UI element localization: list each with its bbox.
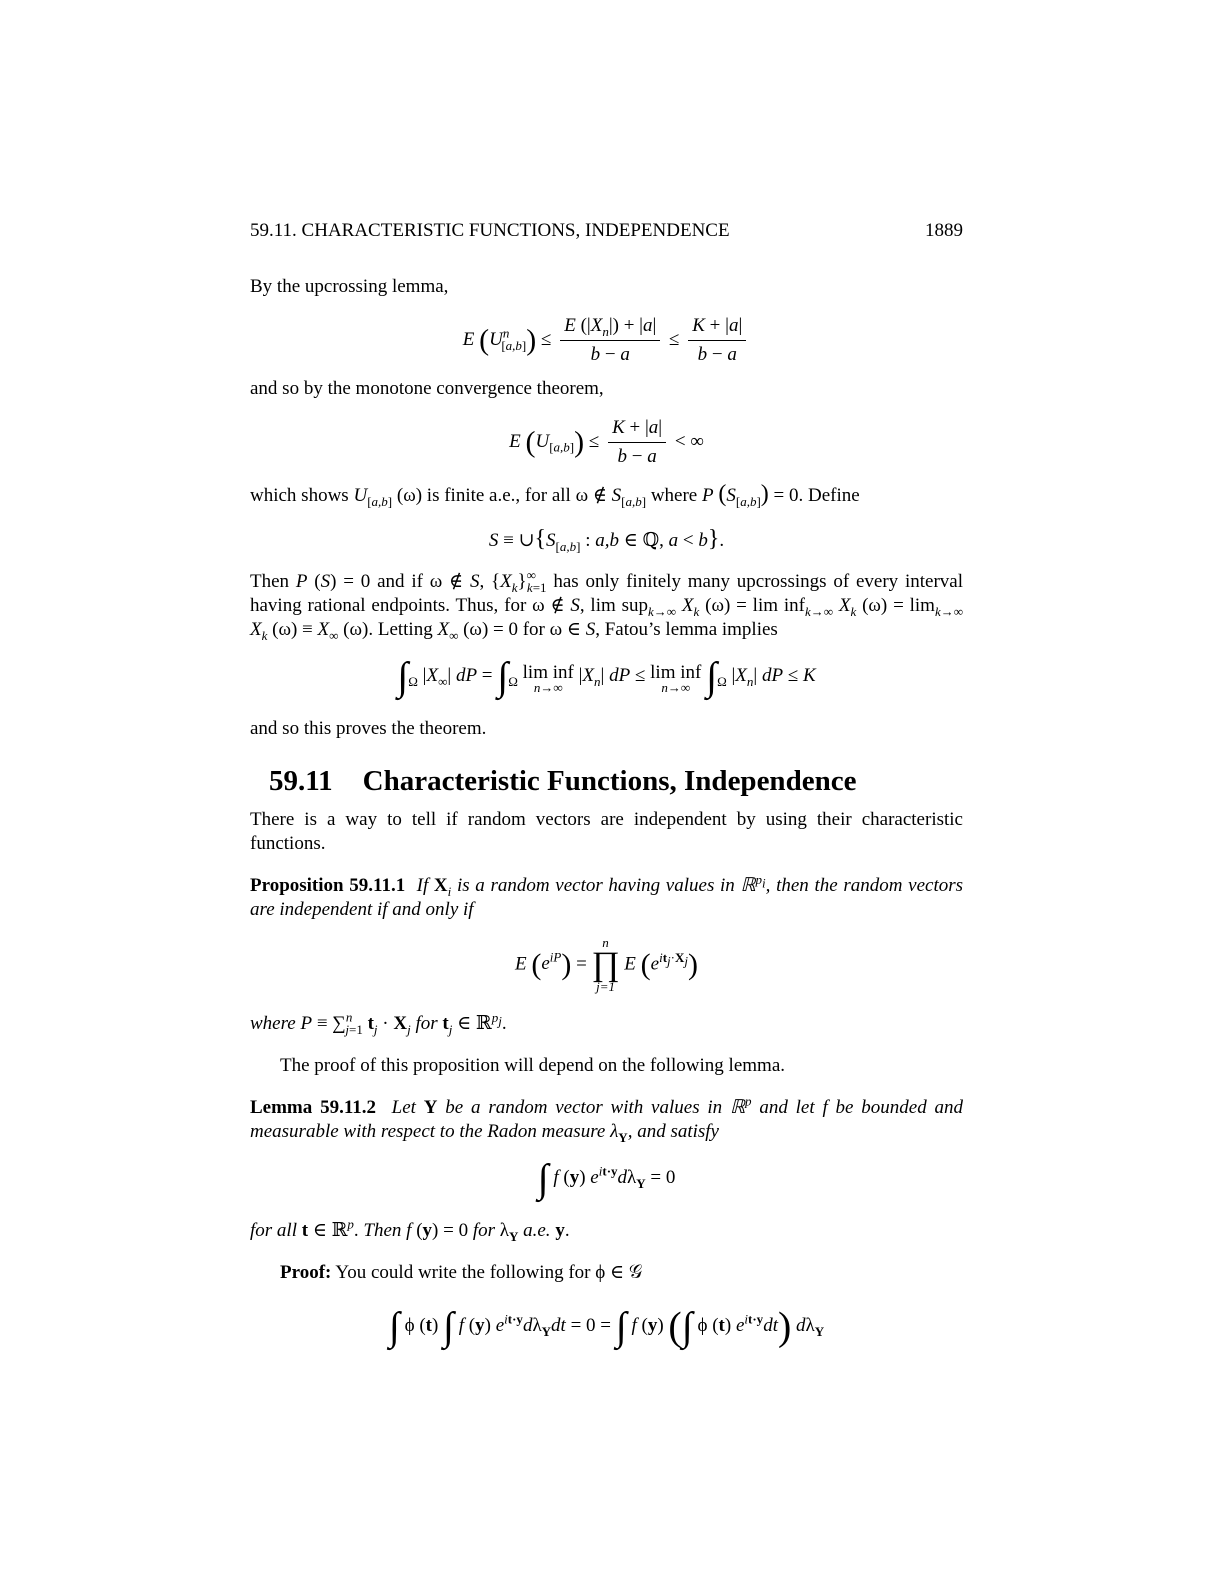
equation-upcrossing-bound: E $(U^n_{[a,b]})$ ≤ $\frac{E (|X_n|) + |a|}{b - a}$ ≤ $\frac{K + |a|}{b - a}$	[250, 314, 963, 367]
equation-s-definition: $S \equiv \cup\{S_{[a,b]}$ : a,b ∈ ℚ, a < b}.	[488, 526, 725, 554]
paragraph-which-shows: which shows $U_{[a,b]}$ (ω) is finite a.e., for all ω ∉ $S_{[a,b]}$ where P $(S_{[a,b]}) = 0$. Define	[250, 481, 860, 509]
page-number: 1889	[925, 220, 963, 241]
equation-fatou: $\int_\Omega$ $|X_\infty|$ dP = $\int_\Omega$ lim inf n→∞ $|X_n|$ dP ≤ lim inf n→∞ $\int_\Omega$ $|X_n|$ dP ≤ K	[397, 653, 816, 699]
equation-lemma-integral: ∫ f (y) $e^{it\cdot y}d\lambda_Y = 0$	[537, 1155, 676, 1201]
running-title: 59.11. CHARACTERISTIC FUNCTIONS, INDEPENDENCE	[250, 220, 730, 241]
proof: Proof: You could write the following for ϕ ∈ 𝒢	[280, 1262, 643, 1283]
proof-text: You could write the following for	[335, 1262, 591, 1283]
paragraph-then: Then P (S) = 0 and if ω ∉ S, $\{X_k\}^\infty_{k=1}$ has only finitely many upcrossings of every interval having rational endpoints. Thus, for ω ∉ S, lim sup$_{k\to\infty}$ $X_k$ (ω) = lim inf$_{k\to\infty}$ $X_k$ $(\omega) = \lim_{k\to\infty} X_k$ $(\omega) \equiv X_\infty$ (ω). Letting $X_\infty$ (ω) = 0 for ω ∈ S, Fatou’s lemma implies	[250, 567, 964, 643]
lemma-label: Lemma 59.11.2	[250, 1097, 377, 1118]
equation-product-characteristic: E $(e^{iP})$ = n ∏ j=1 E $(e^{it_j\cdot X_j})$	[514, 935, 699, 994]
section-number: 59.11	[269, 765, 333, 797]
lemma: Lemma 59.11.2 Let Y be a random vector with values in ℝ$^p$ and let f be bounded and measurable with respect to the Radon measure $\lambda_Y$, and satisfy	[250, 1093, 964, 1145]
section-title: Characteristic Functions, Independence	[362, 765, 857, 797]
equation-expected-upcrossings: E $(U_{[a,b]})$ ≤ $\frac{K + |a|}{b - a}$ < ∞	[509, 417, 704, 467]
proposition: Proposition 59.11.1 If $X_i$ is a random vector having values in ℝ$^{p_i}$, then the random vectors are independent if and only if	[250, 871, 964, 920]
proof-label: Proof:	[280, 1262, 332, 1283]
paragraph-upcrossing: By the upcrossing lemma,	[250, 276, 449, 297]
paragraph-proves: and so this proves the theorem.	[250, 718, 487, 739]
section-intro: There is a way to tell if random vectors are independent by using their characteristic functions.	[250, 809, 963, 854]
equation-proof-fubini: ∫ ϕ (t) ∫ f (y) $e^{it\cdot y}d\lambda_Ydt = 0$ = ∫ f (y) (∫ ϕ (t) $e^{it\cdot y}dt$) $d\lambda_Y$	[388, 1303, 825, 1349]
proposition-label: Proposition 59.11.1	[250, 875, 406, 896]
section-heading	[269, 764, 856, 798]
paragraph-proof-depends: The proof of this proposition will depend on the following lemma.	[280, 1055, 786, 1076]
proposition-where: where P ≡ ∑$^n_{j=1}$ $t_j \cdot X_j$ for $t_j$ ∈ ℝ$^{p_j}$.	[250, 1009, 507, 1037]
lemma-conclusion: for all t ∈ ℝ$^p$. Then f (y) = 0 for $\lambda_Y$ a.e. y.	[250, 1216, 570, 1244]
paragraph-monotone: and so by the monotone convergence theorem,	[250, 378, 604, 399]
